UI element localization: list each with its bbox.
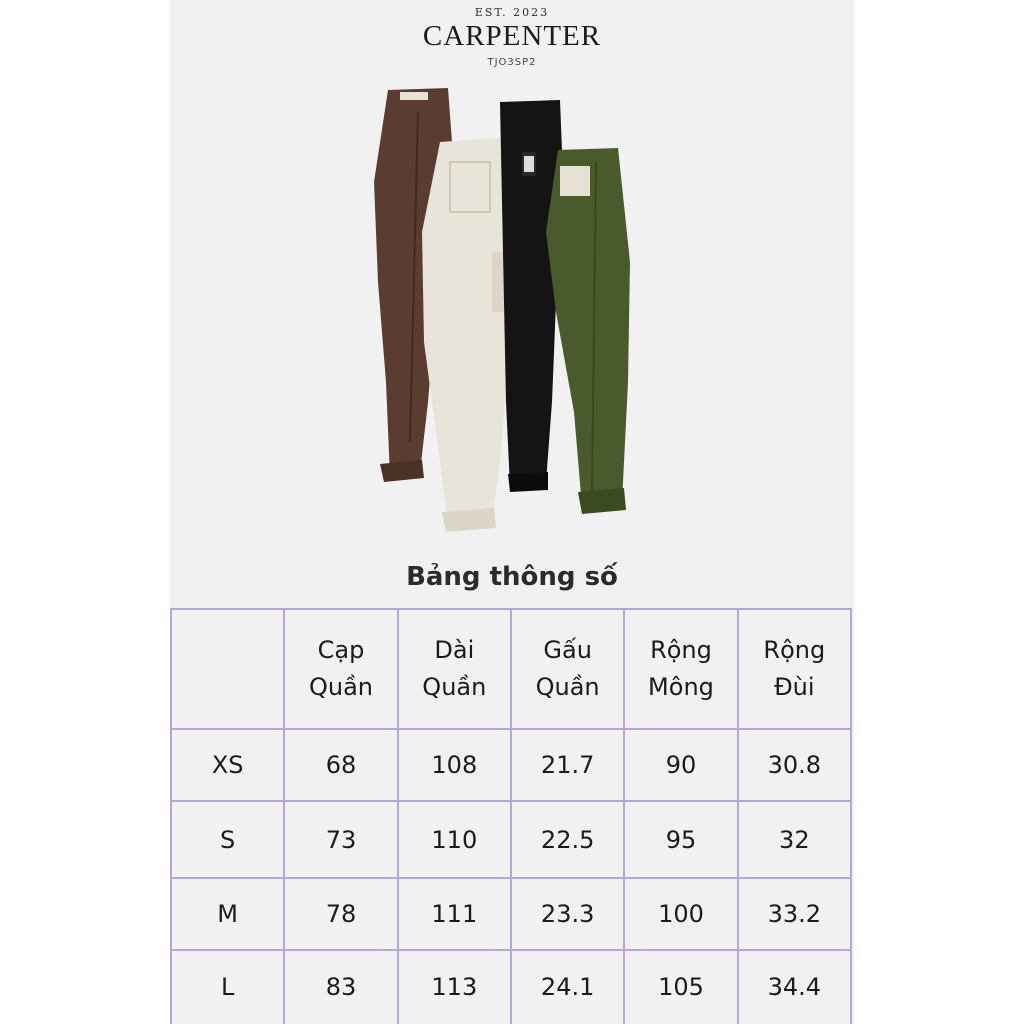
size-table-title: Bảng thông số (406, 562, 618, 592)
table-cell: 32 (738, 801, 851, 878)
product-photo (360, 82, 660, 542)
brand-established: EST. 2023 (474, 6, 550, 19)
size-label: M (171, 878, 284, 950)
table-cell: 90 (624, 729, 737, 801)
header-label: Gấu Quần (535, 636, 600, 701)
header-label: Cạp Quần (308, 636, 373, 701)
header-gau-quan (511, 609, 624, 729)
header-rong-mong (624, 609, 737, 729)
header-label: Rộng Mông (648, 636, 714, 701)
table-cell: 78 (284, 878, 397, 950)
size-label: XS (171, 729, 284, 801)
table-cell: 111 (398, 878, 511, 950)
header-cell-empty (171, 609, 284, 729)
table-row (171, 950, 851, 1024)
table-row (171, 729, 851, 801)
size-label: S (171, 801, 284, 878)
table-cell: 83 (284, 950, 397, 1024)
table-cell: 73 (284, 801, 397, 878)
header-label: Dài Quần (422, 636, 487, 701)
size-chart-page (170, 0, 854, 1024)
table-cell: 110 (398, 801, 511, 878)
brand-name: CARPENTER (422, 20, 602, 52)
table-cell: 21.7 (511, 729, 624, 801)
size-label: L (171, 950, 284, 1024)
table-cell: 22.5 (511, 801, 624, 878)
table-cell: 108 (398, 729, 511, 801)
table-cell: 113 (398, 950, 511, 1024)
table-cell: 105 (624, 950, 737, 1024)
table-row (171, 878, 851, 950)
header-dai-quan (398, 609, 511, 729)
table-row (171, 801, 851, 878)
header-label: Rộng Đùi (763, 636, 826, 701)
size-spec-table (170, 608, 852, 1024)
product-code: TJO3SP2 (487, 57, 537, 68)
table-cell: 100 (624, 878, 737, 950)
table-cell: 34.4 (738, 950, 851, 1024)
table-cell: 24.1 (511, 950, 624, 1024)
green-pants (546, 148, 630, 514)
table-cell: 68 (284, 729, 397, 801)
table-cell: 23.3 (511, 878, 624, 950)
table-cell: 33.2 (738, 878, 851, 950)
table-cell: 30.8 (738, 729, 851, 801)
table-header-row (171, 609, 851, 729)
header-cap-quan (284, 609, 397, 729)
header-rong-dui (738, 609, 851, 729)
table-cell: 95 (624, 801, 737, 878)
